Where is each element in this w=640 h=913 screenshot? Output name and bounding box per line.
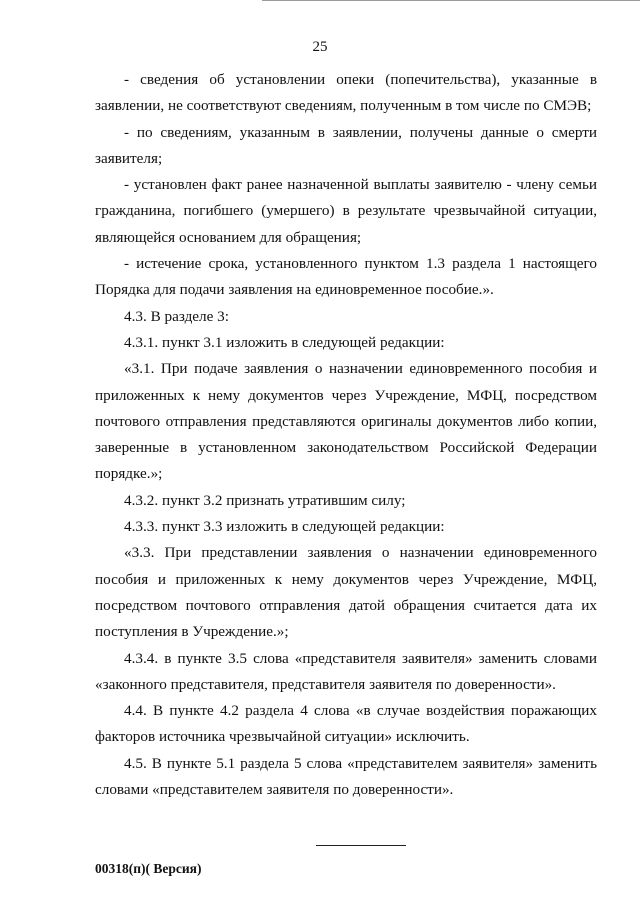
paragraph-4-3-4: 4.3.4. в пункте 3.5 слова «представителя заявителя» заменить словами «законного представителя, представителя заявителя по доверенности». [95,649,597,693]
top-edge-rule [262,0,640,1]
paragraph-prior-payment: - установлен факт ранее назначенной выплаты заявителю - члену семьи гражданина, погибшего (умершего) в результате чрезвычайной ситуации, являющейся основанием для обращения; [95,176,597,246]
paragraph-4-4: 4.4. В пункте 4.2 раздела 4 слова «в случае воздействия поражающих факторов источника чрезвычайной ситуации» исключить. [95,702,597,746]
document-code: 00318(п)( Версия) [95,861,202,876]
paragraph-quote-3-1: «3.1. При подаче заявления о назначении единовременного пособия и приложенных к нему документов через Учреждение, МФЦ, посредством почтового отправления представляются оригиналы документов либо копии, заверенные в установленном законодательством Российской Федерации порядке.»; [95,360,597,483]
paragraph-section-3: 4.3. В разделе 3: [124,307,229,325]
footnote-separator [316,845,406,846]
paragraph-quote-3-3: «3.3. При представлении заявления о назначении единовременного пособия и приложенных к нему документов через Учреждение, МФЦ, посредством почтового отправления датой обращения считается дата их поступления в Учреждение.»; [95,544,597,641]
document-body [95,67,597,803]
paragraph-applicant-death: - по сведениям, указанным в заявлении, получены данные о смерти заявителя; [95,123,597,167]
page-number: 25 [312,39,328,55]
paragraph-4-3-1: 4.3.1. пункт 3.1 изложить в следующей редакции: [124,333,445,351]
paragraph-deadline-expired: - истечение срока, установленного пунктом 1.3 раздела 1 настоящего Порядка для подачи заявления на единовременное пособие.». [95,255,597,299]
paragraph-4-5: 4.5. В пункте 5.1 раздела 5 слова «представителем заявителя» заменить словами «представителем заявителя по доверенности». [95,754,597,799]
paragraph-guardianship-mismatch: - сведения об установлении опеки (попечительства), указанные в заявлении, не соответствуют сведениям, полученным в том числе по СМЭВ; [95,71,597,115]
paragraph-4-3-3: 4.3.3. пункт 3.3 изложить в следующей редакции: [124,518,445,536]
paragraph-4-3-2: 4.3.2. пункт 3.2 признать утратившим силу; [124,491,406,509]
